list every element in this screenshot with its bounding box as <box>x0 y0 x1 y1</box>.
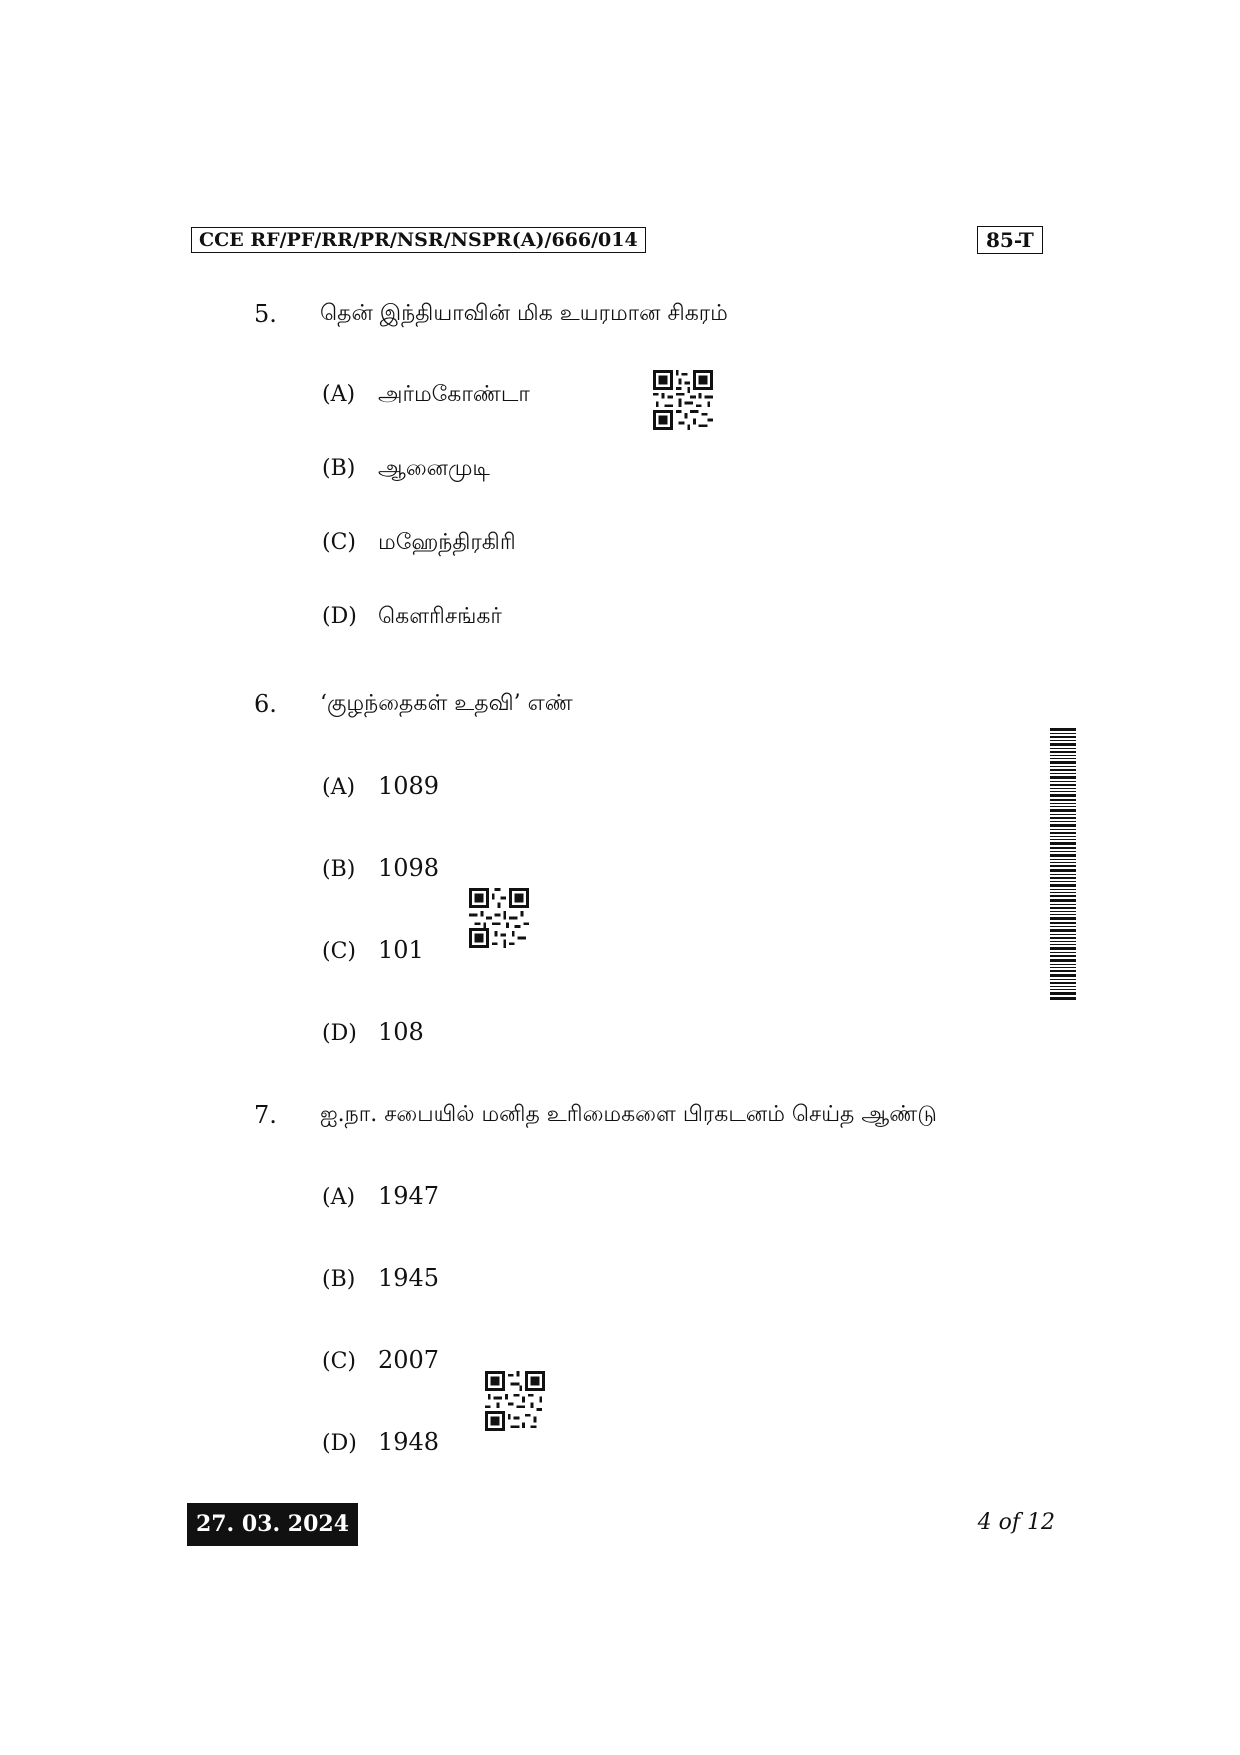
question-text: தென் இந்தியாவின் மிக உயரமான சிகரம் <box>320 301 728 326</box>
option-6b[interactable] <box>322 852 439 884</box>
option-text: மஹேந்திரகிரி <box>378 530 516 555</box>
option-5b[interactable] <box>322 453 490 485</box>
option-letter: (C) <box>322 530 356 555</box>
option-7d[interactable] <box>322 1426 439 1458</box>
question-number: 6. <box>254 690 277 718</box>
option-6a[interactable] <box>322 770 439 802</box>
option-text: 108 <box>378 1018 424 1046</box>
option-letter: (C) <box>322 1349 356 1374</box>
option-text: 2007 <box>378 1346 440 1374</box>
option-letter: (A) <box>322 382 356 407</box>
question-text: ஐ.நா. சபையில் மனித உரிமைகளை பிரகடனம் செய்த ஆண்டு <box>320 1102 937 1127</box>
option-5a[interactable] <box>322 379 530 411</box>
option-letter: (A) <box>322 775 356 800</box>
option-letter: (D) <box>322 1431 357 1456</box>
question-text: ‘குழந்தைகள் உதவி’ எண் <box>320 691 573 716</box>
option-text: 1089 <box>378 772 440 800</box>
question-number: 5. <box>254 300 277 328</box>
series-code: 85-T <box>977 226 1043 254</box>
exam-date: 27. 03. 2024 <box>187 1503 358 1546</box>
paper-code: CCE RF/PF/RR/PR/NSR/NSPR(A)/666/014 <box>191 227 646 253</box>
page-number: 4 of 12 <box>977 1510 1055 1535</box>
option-letter: (B) <box>322 1267 356 1292</box>
qr-code-icon <box>469 888 529 948</box>
option-letter: (C) <box>322 939 356 964</box>
option-6c[interactable] <box>322 934 424 966</box>
option-text: 1945 <box>378 1264 440 1292</box>
option-text: ஆனைமுடி <box>378 456 490 481</box>
qr-code-icon <box>653 370 713 430</box>
option-5c[interactable] <box>322 527 516 559</box>
option-text: 1947 <box>378 1182 440 1210</box>
question-number: 7. <box>254 1101 277 1129</box>
option-letter: (D) <box>322 1021 357 1046</box>
option-7b[interactable] <box>322 1262 439 1294</box>
option-letter: (B) <box>322 456 356 481</box>
barcode-icon <box>1050 728 1076 1000</box>
option-7c[interactable] <box>322 1344 439 1376</box>
option-text: அர்மகோண்டா <box>378 382 530 407</box>
option-7a[interactable] <box>322 1180 439 1212</box>
option-text: 1948 <box>378 1428 440 1456</box>
option-6d[interactable] <box>322 1016 424 1048</box>
option-text: கௌரிசங்கர் <box>378 604 502 629</box>
option-letter: (B) <box>322 857 356 882</box>
option-text: 1098 <box>378 854 440 882</box>
option-5d[interactable] <box>322 601 502 633</box>
qr-code-icon <box>485 1371 545 1431</box>
option-text: 101 <box>378 936 424 964</box>
option-letter: (A) <box>322 1185 356 1210</box>
option-letter: (D) <box>322 604 357 629</box>
